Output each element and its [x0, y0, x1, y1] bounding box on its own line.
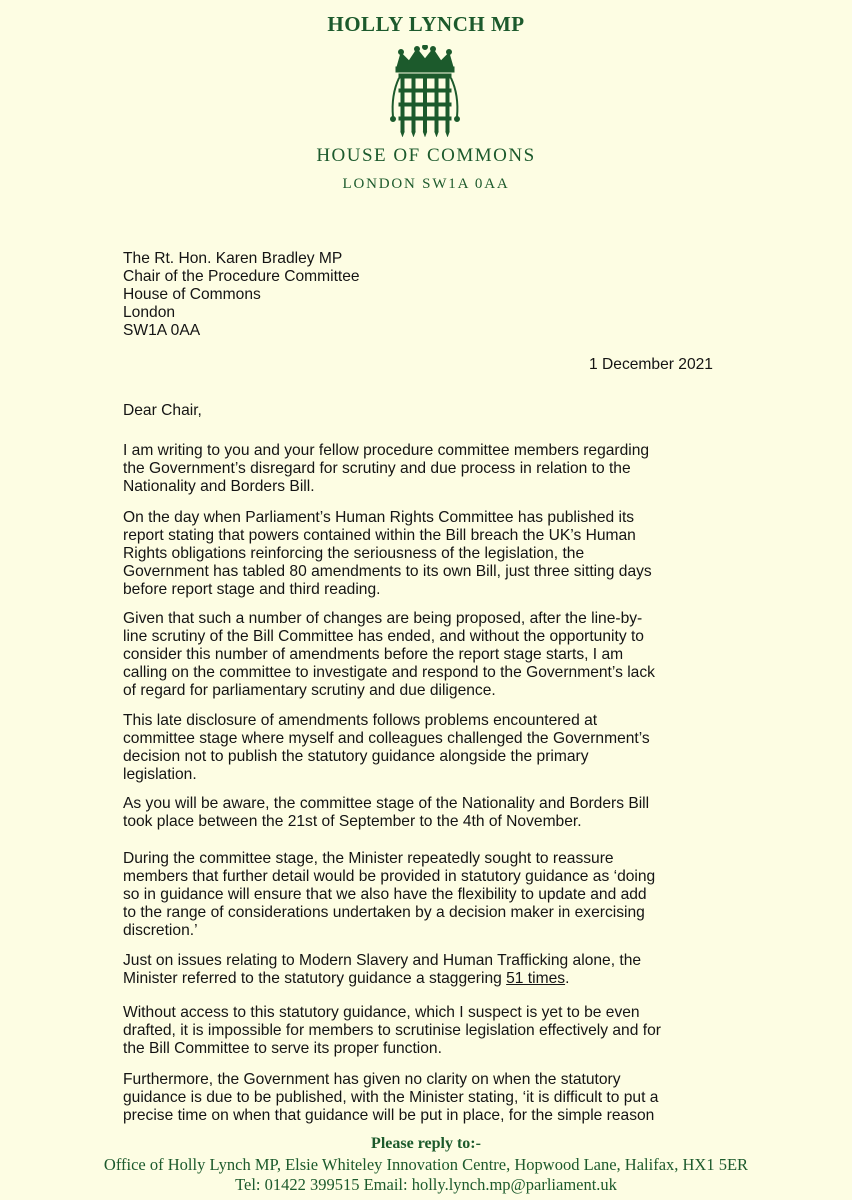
- paragraph-9: [123, 1071, 723, 1125]
- text-line: Rights obligations reinforcing the seriousness of the legislation, the: [123, 545, 585, 562]
- paragraph-3: [123, 610, 723, 700]
- text-line: consider this number of amendments before the report stage starts, I am: [123, 646, 624, 663]
- recipient-address: [123, 250, 360, 340]
- text-line: drafted, it is impossible for members to scrutinise legislation effectively and for: [123, 1022, 661, 1039]
- letterhead-city: LONDON SW1A 0AA: [342, 176, 510, 192]
- letterhead-house: HOUSE OF COMMONS: [316, 145, 536, 166]
- text-line: to the range of considerations undertaken by a decision maker in exercising: [123, 904, 645, 921]
- paragraph-7: [123, 952, 723, 988]
- recipient-line: SW1A 0AA: [123, 322, 201, 339]
- text-line: guidance is due to be published, with the Minister stating, ‘it is difficult to put a: [123, 1089, 659, 1106]
- text-line: committee stage where myself and colleagues challenged the Government’s: [123, 730, 650, 747]
- text-line: As you will be aware, the committee stage of the Nationality and Borders Bill: [123, 795, 650, 812]
- footer-reply-label: Please reply to:-: [371, 1135, 481, 1152]
- text-line: took place between the 21st of September to the 4th of November.: [123, 813, 582, 830]
- text-line: I am writing to you and your fellow procedure committee members regarding: [123, 442, 650, 459]
- text-line: [123, 970, 723, 988]
- text-line: legislation.: [123, 766, 197, 783]
- paragraph-8: [123, 1004, 723, 1058]
- letterhead-name: HOLLY LYNCH MP: [327, 12, 525, 36]
- text-line: Government has tabled 80 amendments to its own Bill, just three sitting days: [123, 563, 652, 580]
- text-line: Nationality and Borders Bill.: [123, 478, 315, 495]
- paragraph-2: [123, 509, 723, 599]
- text-line: Just on issues relating to Modern Slavery and Human Trafficking alone, the: [123, 952, 642, 969]
- recipient-line: Chair of the Procedure Committee: [123, 268, 360, 285]
- text-fragment: Minister referred to the statutory guidance a staggering: [123, 970, 507, 987]
- paragraph-6: [123, 850, 723, 940]
- text-line: of regard for parliamentary scrutiny and due diligence.: [123, 682, 496, 699]
- text-line: Given that such a number of changes are being proposed, after the line-by-: [123, 610, 643, 627]
- text-line: calling on the committee to investigate and respond to the Government’s lack: [123, 664, 655, 681]
- paragraph-1: [123, 442, 723, 496]
- text-line: Furthermore, the Government has given no clarity on when the statutory: [123, 1071, 621, 1088]
- letter-date: 1 December 2021: [589, 356, 713, 373]
- text-line: the Government’s disregard for scrutiny and due process in relation to the: [123, 460, 631, 477]
- text-line: members that further detail would be provided in statutory guidance as ‘doing: [123, 868, 656, 885]
- text-line: the Bill Committee to serve its proper function.: [123, 1040, 442, 1057]
- text-line: decision not to publish the statutory guidance alongside the primary: [123, 748, 589, 765]
- text-line: On the day when Parliament’s Human Rights Committee has published its: [123, 509, 635, 526]
- portcullis-icon: [387, 45, 463, 137]
- text-line: This late disclosure of amendments follows problems encountered at: [123, 712, 598, 729]
- text-line: so in guidance will ensure that we also have the flexibility to update and add: [123, 886, 647, 903]
- recipient-line: London: [123, 304, 176, 321]
- text-line: before report stage and third reading.: [123, 581, 381, 598]
- salutation: Dear Chair,: [123, 402, 202, 419]
- fifty-one-times-link[interactable]: 51 times: [506, 970, 566, 987]
- text-line: Without access to this statutory guidance, which I suspect is yet to be even: [123, 1004, 640, 1021]
- recipient-line: The Rt. Hon. Karen Bradley MP: [123, 250, 343, 267]
- text-line: precise time on when that guidance will be put in place, for the simple reason: [123, 1107, 655, 1124]
- footer-address: Office of Holly Lynch MP, Elsie Whiteley Innovation Centre, Hopwood Lane, Halifax, HX1 5ER: [103, 1155, 749, 1174]
- recipient-line: House of Commons: [123, 286, 261, 303]
- paragraph-5: [123, 795, 723, 831]
- paragraph-4: [123, 712, 723, 784]
- footer-contact: Tel: 01422 399515 Email: holly.lynch.mp@parliament.uk: [235, 1175, 617, 1194]
- text-line: line scrutiny of the Bill Committee has ended, and without the opportunity to: [123, 628, 644, 645]
- text-line: discretion.’: [123, 922, 198, 939]
- text-line: report stating that powers contained within the Bill breach the UK’s Human: [123, 527, 636, 544]
- text-line: During the committee stage, the Minister repeatedly sought to reassure: [123, 850, 614, 867]
- text-fragment: .: [565, 970, 570, 987]
